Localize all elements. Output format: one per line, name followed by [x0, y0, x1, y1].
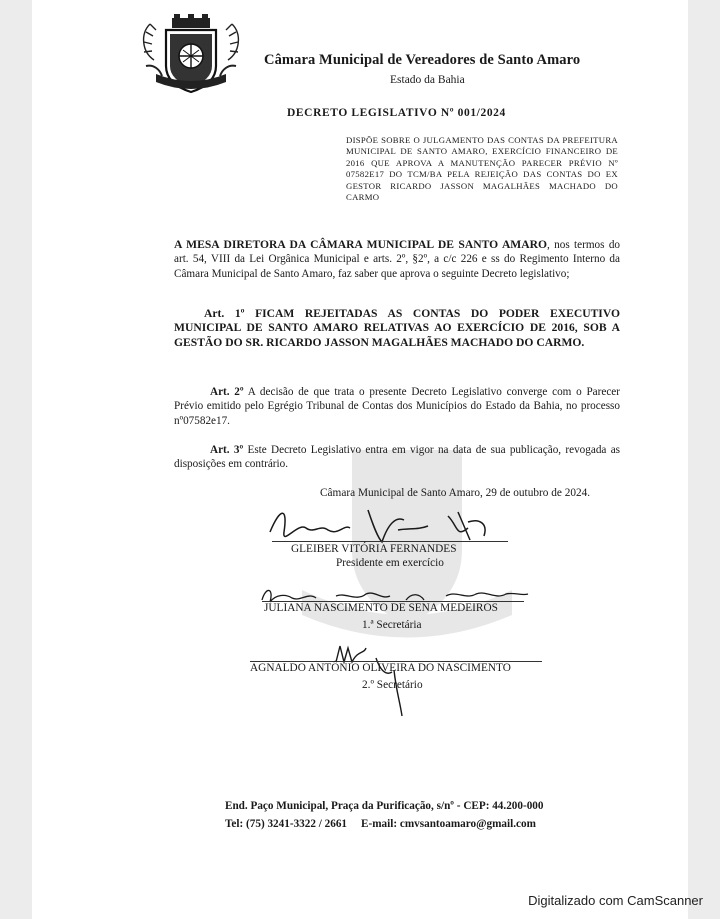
- signature-1-line: [272, 541, 508, 542]
- signature-2-role: 1.ª Secretária: [362, 619, 422, 631]
- signature-3-role: 2.º Secretário: [362, 679, 423, 691]
- footer-address: End. Paço Municipal, Praça da Purificação, s/nº - CEP: 44.200-000: [225, 800, 544, 812]
- place-and-date: Câmara Municipal de Santo Amaro, 29 de outubro de 2024.: [320, 487, 591, 499]
- article-1: [174, 307, 620, 350]
- chamber-name: Câmara Municipal de Vereadores de Santo Amaro: [264, 52, 581, 68]
- article-2: [174, 385, 620, 428]
- document-page: [32, 0, 688, 919]
- article-3-text: Este Decreto Legislativo entra em vigor na data de sua publicação, revogada as disposições em contrário.: [174, 444, 621, 471]
- footer-tel: Tel: (75) 3241-3322 / 2661: [225, 818, 348, 830]
- state-name: Estado da Bahia: [390, 74, 465, 86]
- footer-email: E-mail: cmvsantoamaro@gmail.com: [361, 818, 536, 830]
- article-3: [174, 443, 620, 472]
- decree-summary: DISPÕE SOBRE O JULGAMENTO DAS CONTAS DA PREFEITURA MUNICIPAL DE SANTO AMARO, EXERCÍCIO FINANCEIRO DE 2016 QUE APROVA A MANUTENÇÃO PARECER PRÉVIO Nº 07582E17 DO TCM/BA PELA REJEIÇÃO DAS CONTAS DO EX GESTOR RICARDO JASSON MAGALHÃES MACHADO DO CARMO: [346, 135, 618, 203]
- preamble-lead: A MESA DIRETORA DA CÂMARA MUNICIPAL DE SANTO AMARO: [174, 238, 548, 251]
- signature-2-name: JULIANA NASCIMENTO DE SENA MEDEIROS: [264, 602, 498, 614]
- article-2-label: Art. 2º: [210, 386, 244, 398]
- signature-1-name: GLEIBER VITÓRIA FERNANDES: [291, 543, 457, 555]
- footer-contact: [225, 818, 536, 830]
- article-1-text: FICAM REJEITADAS AS CONTAS DO PODER EXECUTIVO MUNICIPAL DE SANTO AMARO RELATIVAS AO EXERCÍCIO DE 2016, SOB A GESTÃO DO SR. RICARDO JASSON MAGALHÃES MACHADO DO CARMO.: [174, 307, 620, 349]
- decree-title: DECRETO LEGISLATIVO Nº 001/2024: [287, 107, 506, 119]
- municipal-seal-icon: [132, 14, 250, 100]
- signature-3-name: AGNALDO ANTÔNIO OLIVEIRA DO NASCIMENTO: [250, 662, 511, 674]
- preamble-paragraph: [174, 238, 620, 281]
- article-1-label: Art. 1º: [204, 307, 245, 320]
- preamble-text: , nos termos do art. 54, VIII da Lei Orgânica Municipal e arts. 2º, §2º, a c/c 226 e ss do Regimento Interno da Câmara Municipal de Santo Amaro, faz saber que aprova o seguinte Decreto legislativo;: [174, 239, 621, 280]
- signature-1-role: Presidente em exercício: [336, 557, 444, 569]
- article-3-label: Art. 3º: [210, 444, 244, 456]
- scanner-watermark: Digitalizado com CamScanner: [528, 893, 703, 908]
- article-2-text: A decisão de que trata o presente Decreto Legislativo converge com o Parecer Prévio emitido pelo Egrégio Tribunal de Contas dos Municípios do Estado da Bahia, no processo nº07582e17.: [174, 386, 620, 427]
